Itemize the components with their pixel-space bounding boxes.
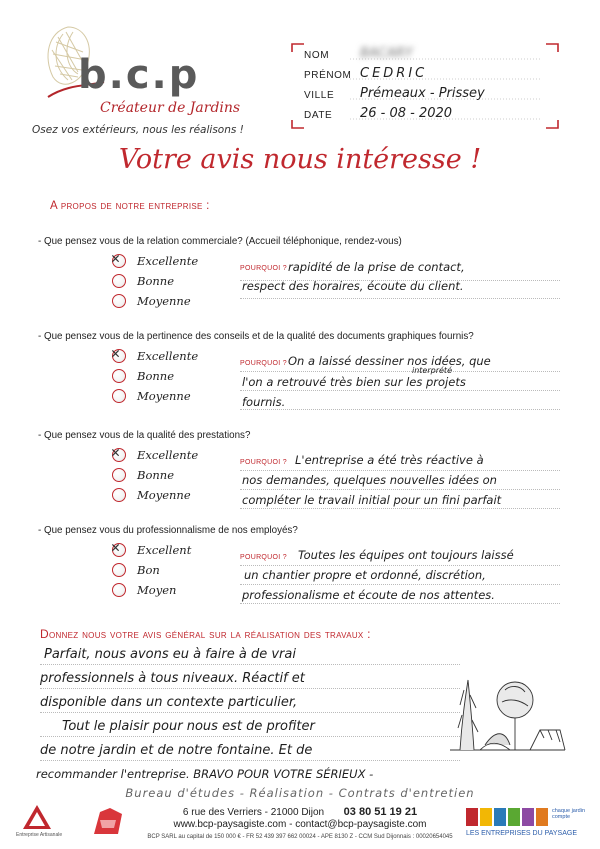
q3-answer-line-2: nos demandes, quelques nouvelles idées on (242, 473, 497, 487)
q2-answer-line-2: l'on a retrouvé très bien sur les projets (242, 375, 466, 389)
question-1: - Que pensez vous de la relation commerciale? (Accueil téléphonique, rendez-vous) (38, 236, 402, 247)
entreprises-paysage-label: LES ENTREPRISES DU PAYSAGE (466, 830, 577, 837)
q3-check-mark-icon: ✕ (111, 443, 121, 461)
q4-pourquoi-label: POURQUOI ? (240, 554, 287, 561)
footer-phone[interactable]: 03 80 51 19 21 (343, 806, 418, 818)
q1-option-2-checkbox[interactable] (112, 274, 126, 288)
q2-line-3 (240, 409, 560, 410)
q2-answer-line-1: On a laissé dessiner nos idées, que (288, 354, 491, 368)
q3-option-1-label: Excellente (137, 448, 199, 462)
q4-option-2-label: Bon (137, 563, 160, 577)
q4-option-3-checkbox[interactable] (112, 583, 126, 597)
q1-line-2 (240, 298, 560, 299)
general-opinion-title: Donnez nous votre avis général sur la réalisation des travaux : (40, 627, 371, 641)
artisan-badge-label: Entreprise Artisanale (16, 832, 63, 838)
date-label: DATE (304, 110, 333, 121)
q2-pourquoi-label: POURQUOI ? (240, 360, 287, 367)
q3-line-1 (240, 470, 560, 471)
q1-option-3-checkbox[interactable] (112, 294, 126, 308)
client-info-box (290, 42, 560, 130)
q3-option-3-checkbox[interactable] (112, 488, 126, 502)
entreprises-paysage-logo-icon (466, 806, 550, 828)
prenom-label: PRÉNOM (304, 70, 352, 81)
q2-answer-insert: interprété (412, 366, 452, 375)
q3-answer-line-3: compléter le travail initial pour un fini parfait (242, 493, 502, 507)
q2-option-3-checkbox[interactable] (112, 389, 126, 403)
q4-option-3-label: Moyen (137, 583, 177, 597)
q4-line-1 (240, 565, 560, 566)
general-line-4-text: Tout le plaisir pour nous est de profiter (62, 719, 315, 734)
q3-option-2-label: Bonne (137, 468, 174, 482)
general-line-4 (40, 736, 460, 737)
footer-services: Bureau d'études - Réalisation - Contrats d'entretien (125, 786, 475, 800)
q4-answer-line-1: Toutes les équipes ont toujours laissé (298, 548, 514, 562)
q2-line-2 (240, 390, 560, 391)
q1-answer-line-1: rapidité de la prise de contact, (288, 260, 465, 274)
q1-option-1-label: Excellente (137, 254, 199, 268)
general-line-1 (40, 664, 460, 665)
date-value: 26 - 08 - 2020 (360, 106, 453, 121)
ville-label: VILLE (304, 90, 335, 101)
ville-value: Prémeaux - Prissey (360, 86, 485, 101)
logo-brand: b.c.p (78, 52, 200, 98)
page-headline: Votre avis nous intéresse ! (118, 144, 482, 175)
footer-web-line: www.bcp-paysagiste.com - contact@bcp-paysagiste.com (173, 819, 427, 830)
q4-line-2 (240, 584, 560, 585)
q4-answer-line-2: un chantier propre et ordonné, discrétion, (244, 568, 486, 582)
q3-pourquoi-label: POURQUOI ? (240, 459, 287, 466)
q3-answer-line-1: L'entreprise a été très réactive à (295, 453, 484, 467)
q1-check-mark-icon: ✕ (111, 249, 121, 267)
artisan-badge-icon (22, 804, 52, 830)
q2-option-2-label: Bonne (137, 369, 174, 383)
q2-answer-line-3: fournis. (242, 395, 286, 409)
general-line-5-text: de notre jardin et de notre fontaine. Et de (40, 743, 313, 758)
general-line-3-text: disponible dans un contexte particulier, (40, 695, 298, 710)
q2-option-1-label: Excellente (137, 349, 199, 363)
question-4: - Que pensez vous du professionnalisme de nos employés? (38, 525, 298, 536)
q3-option-3-label: Moyenne (137, 488, 191, 502)
nom-value: BACARY (360, 46, 413, 61)
q3-line-2 (240, 489, 560, 490)
partner-emblem-icon (92, 806, 124, 836)
general-line-1-text: Parfait, nous avons eu à faire à de vrai (44, 647, 296, 662)
general-line-5 (40, 760, 460, 761)
footer-email-link[interactable]: contact@bcp-paysagiste.com (295, 819, 427, 830)
logo-subtitle: Créateur de Jardins (100, 100, 241, 116)
footer-website-link[interactable]: www.bcp-paysagiste.com (173, 819, 287, 830)
general-line-6-text: recommander l'entreprise. BRAVO POUR VOTRE SÉRIEUX - (36, 767, 374, 781)
q3-line-3 (240, 508, 560, 509)
section-title: A propos de notre entreprise : (50, 200, 210, 212)
q3-option-2-checkbox[interactable] (112, 468, 126, 482)
q2-option-3-label: Moyenne (137, 389, 191, 403)
q1-answer-line-2: respect des horaires, écoute du client. (242, 279, 464, 293)
question-2: - Que pensez vous de la pertinence des conseils et de la qualité des documents graphiques fournis? (38, 331, 474, 342)
q1-option-3-label: Moyenne (137, 294, 191, 308)
question-3: - Que pensez vous de la qualité des prestations? (38, 430, 251, 441)
q2-check-mark-icon: ✕ (111, 344, 121, 362)
garden-sketch-illustration (440, 660, 570, 760)
nom-label: NOM (304, 50, 330, 61)
q4-line-3 (240, 603, 560, 604)
q4-option-2-checkbox[interactable] (112, 563, 126, 577)
q2-option-2-checkbox[interactable] (112, 369, 126, 383)
general-line-2-text: professionnels à tous niveaux. Réactif et (40, 671, 305, 686)
q1-option-2-label: Bonne (137, 274, 174, 288)
q4-answer-line-3: professionalisme et écoute de nos attentes. (242, 588, 495, 602)
footer-address: 6 rue des Verriers - 21000 Dijon (182, 807, 325, 818)
general-line-2 (40, 688, 460, 689)
footer-legal-text: BCP SARL au capital de 150 000 € - FR 52 439 397 662 00024 - APE 8130 Z - CCM Sud Dijonnais : 00020654045 (147, 834, 453, 840)
general-line-3 (40, 712, 460, 713)
q2-line-1 (240, 371, 560, 372)
q4-option-1-label: Excellent (137, 543, 192, 557)
entreprises-paysage-tagline: chaque jardin compte (552, 808, 586, 820)
q4-check-mark-icon: ✕ (111, 538, 121, 556)
prenom-value: CEDRIC (360, 66, 428, 81)
logo-slogan: Osez vos extérieurs, nous les réalisons ! (32, 124, 244, 136)
q1-pourquoi-label: POURQUOI ? (240, 265, 287, 272)
